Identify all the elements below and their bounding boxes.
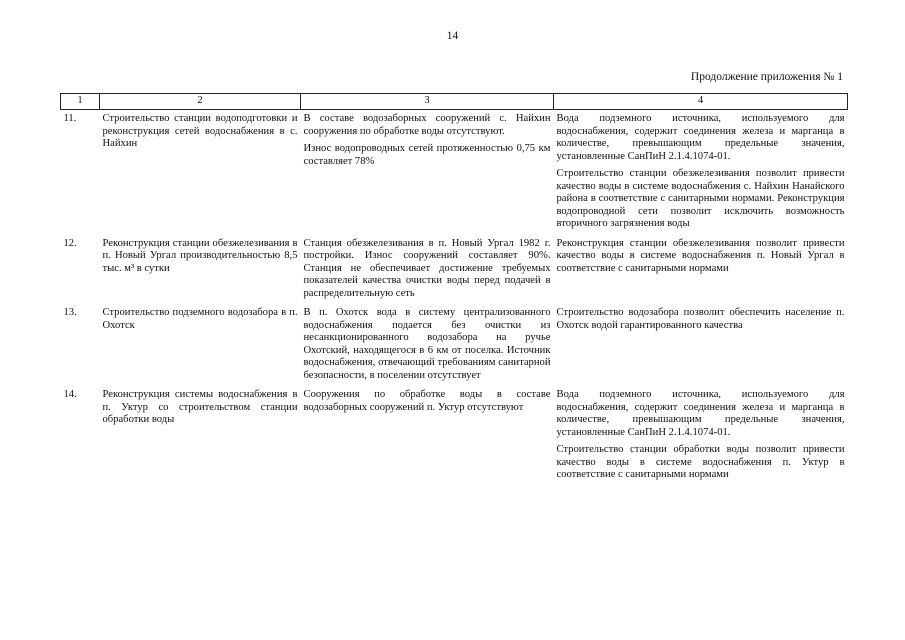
current-state-paragraph: В п. Охотск вода в систему централизованного водоснабжения подается без очистки из несанкционированного водозабора на ручье Охотский, находящегося в 6 км от поселка. Источник водоснабжения, отвечающий требованиям санитарной безопасности, в поселении отсутствует bbox=[303, 307, 551, 381]
continuation-label: Продолжение приложения № 1 bbox=[690, 71, 843, 83]
project-effect-paragraph: Строительство станции обработки воды позволит привести качество воды в системе водоснабжения п. Уктур в соответствие с санитарными нормами bbox=[556, 444, 845, 480]
page-number: 14 bbox=[446, 30, 459, 42]
header-row bbox=[61, 94, 848, 110]
project-name: Строительство подземного водозабора в п. Охотск bbox=[102, 307, 298, 331]
current-state-paragraph: Износ водопроводных сетей протяженностью 0,75 км составляет 78% bbox=[303, 143, 551, 167]
project-name: Реконструкция системы водоснабжения в п. Уктур со строительством станции обработки воды bbox=[102, 389, 298, 425]
table-row bbox=[61, 386, 848, 486]
project-name: Реконструкция станции обезжелезивания в п. Новый Ургал производительностью 8,5 тыс. м³ в сутки bbox=[102, 237, 298, 274]
project-effect bbox=[554, 386, 848, 486]
project-effect bbox=[554, 304, 848, 386]
project-effect-paragraph: Строительство станции обезжелезивания позволит привести качество воды в системе водоснабжения с. Найхин Нанайского района в соответствие с санитарными нормами. Реконструкция водопроводной сети позволит исключить возможность вторичного загрязнения воды bbox=[556, 168, 845, 229]
project-effect bbox=[554, 235, 848, 305]
header-col-2: 2 bbox=[100, 94, 301, 110]
row-number: 13. bbox=[63, 307, 77, 318]
row-number: 14. bbox=[63, 389, 77, 400]
project-effect-paragraph: Строительство водозабора позволит обеспечить население п. Охотск водой гарантированного качества bbox=[556, 307, 845, 331]
header-col-4: 4 bbox=[554, 94, 848, 110]
current-state-paragraph: Сооружения по обработке воды в составе водозаборных сооружений п. Уктур отсутствуют bbox=[303, 389, 551, 413]
project-effect-paragraph: Вода подземного источника, используемого для водоснабжения, содержит соединения железа и марганца в количестве, превышающим предельные значения, установленные СанПиН 2.1.4.1074-01. bbox=[556, 389, 845, 438]
current-state bbox=[301, 304, 554, 386]
table-row bbox=[61, 304, 848, 386]
projects-table bbox=[60, 93, 848, 486]
current-state bbox=[301, 110, 554, 235]
project-effect-paragraph: Реконструкция станции обезжелезивания позволит привести качество воды в системе водоснабжения п. Новый Ургал в соответствие с санитарными нормами bbox=[556, 237, 845, 274]
header-col-1: 1 bbox=[61, 94, 100, 110]
current-state bbox=[301, 386, 554, 486]
row-number: 11. bbox=[63, 113, 77, 124]
current-state-paragraph: Станция обезжелезивания в п. Новый Ургал 1982 г. постройки. Износ сооружений составляет 90%. Станция не обеспечивает достижение требуемых показателей качества очистки воды перед подачей в распределительную сеть bbox=[303, 237, 551, 299]
current-state bbox=[301, 235, 554, 305]
table-row bbox=[61, 110, 848, 235]
row-number: 12. bbox=[63, 237, 77, 249]
project-effect-paragraph: Вода подземного источника, используемого для водоснабжения, содержит соединения железа и марганца в количестве, превышающим предельные значения, установленные СанПиН 2.1.4.1074-01. bbox=[556, 113, 845, 162]
project-effect bbox=[554, 110, 848, 235]
table-row bbox=[61, 235, 848, 305]
header-col-3: 3 bbox=[301, 94, 554, 110]
current-state-paragraph: В составе водозаборных сооружений с. Найхин сооружения по обработке воды отсутствуют. bbox=[303, 113, 551, 137]
project-name: Строительство станции водоподготовки и реконструкция сетей водоснабжения в с. Найхин bbox=[102, 113, 298, 149]
